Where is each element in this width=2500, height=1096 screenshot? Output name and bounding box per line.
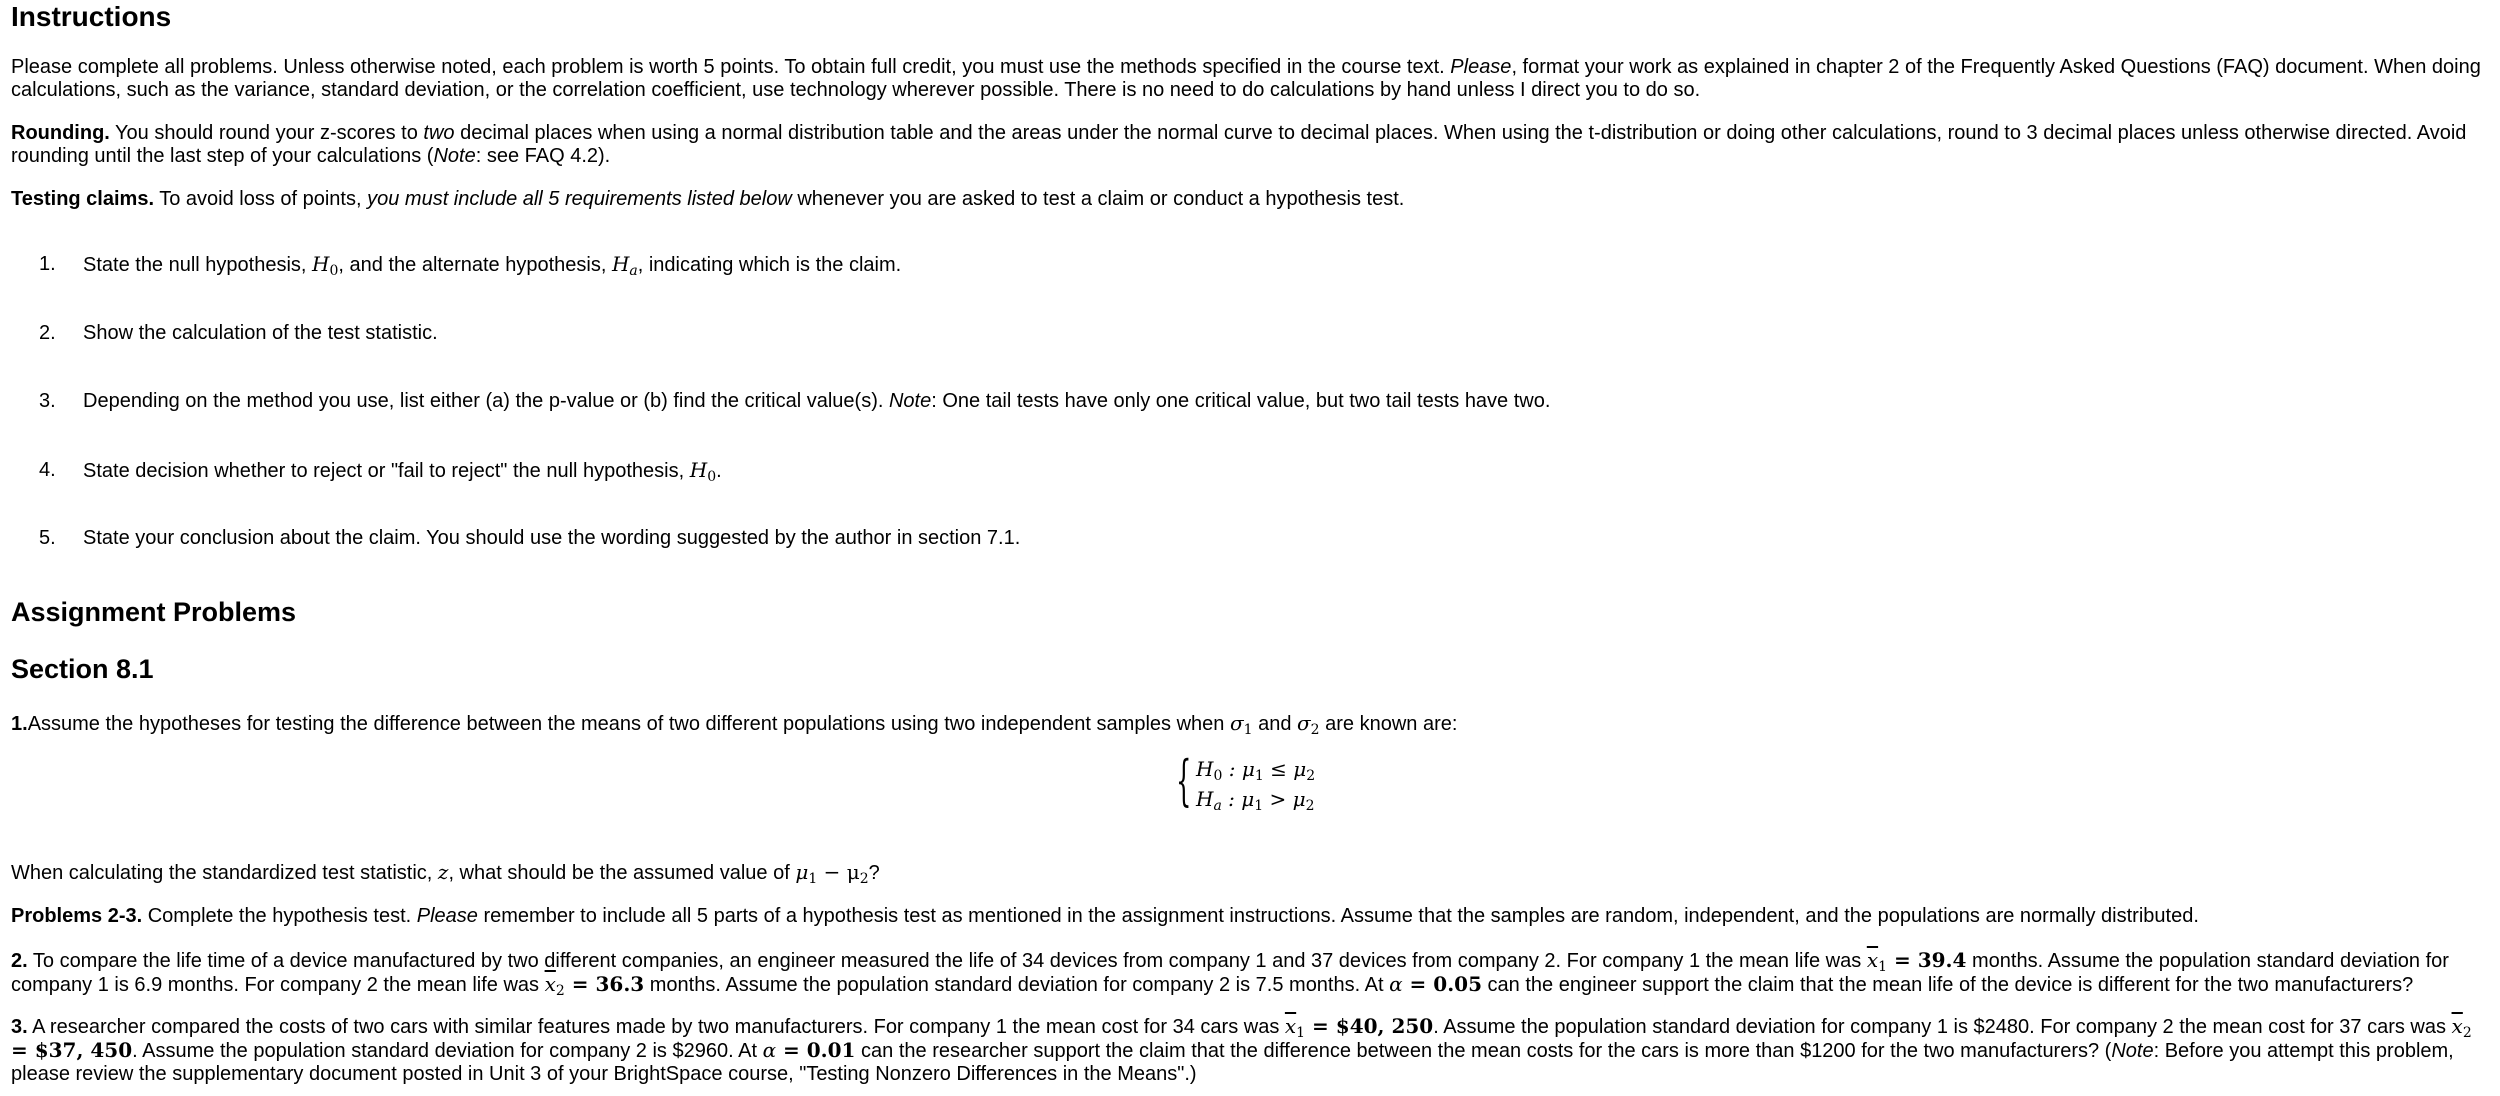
rounding-text-2: decimal places when using a normal distribution table and the areas under the normal curve to decimal places. When using the t-distribution or doing other calculations, round to 3 decimal places unless otherwise directed. Avoid rounding until the last step of your calculations ( [11, 122, 2467, 167]
math-h: H [1196, 787, 1214, 811]
math-mu: μ [795, 860, 809, 884]
rounding-two: two [423, 122, 455, 144]
problem-1-text-1: Assume the hypotheses for testing the difference between the means of two different populations using two independent samples when [27, 713, 1230, 735]
math-xbar: $\overline{x}$ [1284, 1014, 1297, 1038]
intro-paragraph [11, 56, 2489, 102]
problem-3-text-2: . Assume the population standard deviation for company 1 is $2480. For company 2 the mean cost for 37 cars was [1433, 1016, 2452, 1038]
testing-paragraph [11, 188, 2489, 211]
list-item [0, 459, 2500, 483]
math-sub: 1 [1296, 1025, 1306, 1041]
math-sub: 2 [555, 983, 565, 999]
problem-3-text-5: : Before you attempt this problem, please review the supplementary document posted in Unit 3 of your BrightSpace course, "Testing Nonzero Differences in the Means".) [11, 1040, 2454, 1085]
rounding-text-3: : see FAQ 4.2). [475, 145, 611, 167]
problem-3-note: Note [2111, 1040, 2154, 1062]
intro-please: Please [1450, 56, 1512, 78]
list-item [0, 390, 2500, 414]
math-z: z [437, 860, 449, 884]
math-h: H [1196, 757, 1214, 781]
math-sub: a [629, 263, 638, 279]
problem-1-text-2: are known are: [1319, 713, 1458, 735]
req1-pre: State the null hypothesis, [83, 254, 313, 276]
question-text-2: , what should be the assumed value of [448, 862, 796, 884]
math-value: = 0.05 [1402, 972, 1482, 996]
math-h: H [689, 458, 708, 482]
assignment-heading: Assignment Problems [11, 597, 297, 627]
problem-3-label: 3. [11, 1016, 28, 1038]
rounding-paragraph [11, 122, 2489, 168]
math-xbar: $\overline{x}$ [1866, 948, 1879, 972]
problem-2-text-2: months. Assume the population standard deviation for company 1 is 6.9 months. For company 2 the mean life was [11, 950, 2449, 996]
problem-3-text-3: . Assume the population standard deviation for company 2 is $2960. At [132, 1040, 763, 1062]
problem-2-text-3: months. Assume the population standard deviation for company 2 is 7.5 months. At [644, 974, 1390, 996]
section-heading: Section 8.1 [11, 654, 154, 684]
problem-3-statement [11, 1015, 2489, 1086]
math-xbar: $\overline{x}$ [2451, 1014, 2463, 1038]
list-item-number: 4. [39, 459, 56, 481]
question-text-3: ? [868, 862, 880, 884]
problem-2-statement [11, 949, 2489, 997]
list-item [0, 253, 2500, 277]
list-item-number: 1. [39, 253, 56, 275]
math-sub: 2 [1310, 722, 1320, 738]
testing-emphasis: you must include all 5 requirements listed below [367, 188, 792, 210]
math-sub: 2 [859, 871, 869, 887]
problems-2-3-instructions [11, 905, 2489, 928]
testing-text-2: whenever you are asked to test a claim or conduct a hypothesis test. [791, 188, 1405, 210]
list-item-text: Show the calculation of the test statistic. [83, 322, 438, 344]
math-sub: 0 [707, 469, 717, 485]
math-sub: 0 [1213, 768, 1223, 784]
hypotheses-cases [1176, 749, 1376, 820]
math-sigma: σ [1297, 711, 1311, 735]
rounding-label: Rounding. [11, 122, 110, 144]
math-value: = 0.01 [776, 1038, 856, 1062]
problems-2-3-please: Please [416, 905, 478, 927]
list-item [0, 322, 2500, 346]
problems-2-3-text-1: Complete the hypothesis test. [142, 905, 417, 927]
req3-post: : One tail tests have only one critical value, but two tail tests have two. [931, 390, 1551, 412]
req1-mid: , and the alternate hypothesis, [338, 254, 612, 276]
math-h: H [312, 252, 330, 276]
math-value: = $37, 450 [11, 1038, 133, 1062]
math-sub: 2 [2462, 1025, 2472, 1041]
list-item-text [83, 459, 2463, 483]
list-item-number: 2. [39, 322, 56, 344]
math-rel: ≤ μ [1263, 757, 1307, 781]
alternate-hypothesis [1196, 787, 1315, 814]
math-rel: > μ [1263, 787, 1306, 811]
req1-post: , indicating which is the claim. [637, 254, 902, 276]
list-item-text: State your conclusion about the claim. You should use the wording suggested by the author in section 7.1. [83, 527, 1021, 549]
problem-3-text-1: A researcher compared the costs of two cars with similar features made by two manufacturers. For company 1 the mean cost for 34 cars was [27, 1016, 1285, 1038]
problem-1-question [11, 861, 2489, 885]
question-text-1: When calculating the standardized test statistic, [11, 862, 438, 884]
math-sub: 0 [329, 263, 339, 279]
problem-2-text-4: can the engineer support the claim that the mean life of the device is different for the two manufacturers? [1482, 974, 2414, 996]
list-item-text [83, 390, 2463, 413]
math-h: H [611, 252, 630, 276]
problem-2-text-1: To compare the life time of a device manufactured by two different companies, an engineer measured the life of 34 devices from company 1 and 37 devices from company 2. For company 1 the mean life was [27, 950, 1867, 972]
problem-1-label: 1. [11, 713, 28, 735]
req4-pre: State decision whether to reject or "fail to reject" the null hypothesis, [83, 460, 690, 482]
testing-label: Testing claims. [11, 188, 155, 210]
rounding-note: Note [433, 145, 476, 167]
math-minus: − μ [817, 860, 860, 884]
math-value: = 39.4 [1887, 948, 1967, 972]
null-hypothesis [1196, 757, 1316, 784]
math-sub: 1 [1878, 959, 1888, 975]
list-item [0, 527, 2500, 551]
problem-1-and: and [1252, 713, 1297, 735]
req3-note: Note [888, 390, 932, 412]
math-sub: 2 [1306, 768, 1316, 784]
list-item-text [83, 253, 2463, 277]
math-sub: 2 [1305, 798, 1315, 814]
intro-text-1: Please complete all problems. Unless otherwise noted, each problem is worth 5 points. To obtain full credit, you must use the methods specified in the course text. [11, 56, 1451, 78]
math-value: = $40, 250 [1305, 1014, 1434, 1038]
instructions-heading: Instructions [11, 1, 172, 32]
problems-2-3-text-2: remember to include all 5 parts of a hypothesis test as mentioned in the assignment instructions. Assume that the samples are random, independent, and the populations are normally distributed. [477, 905, 2199, 927]
req3-pre: Depending on the method you use, list either (a) the p-value or (b) find the critical value(s). [83, 390, 889, 412]
math-sub: 1 [1254, 798, 1264, 814]
math-sub: 1 [1254, 768, 1264, 784]
problem-3-text-4: can the researcher support the claim that the difference between the mean costs for the cars is more than $1200 for the two manufacturers? ( [855, 1040, 2112, 1062]
testing-text-1: To avoid loss of points, [154, 188, 368, 210]
math-alpha: α [1389, 972, 1403, 996]
list-item-number: 3. [39, 390, 56, 412]
req4-post: . [716, 460, 722, 482]
math-rel: : μ [1222, 757, 1255, 781]
math-sub: a [1213, 798, 1222, 814]
intro-text-2: , format your work as explained in chapter 2 of the Frequently Asked Questions (FAQ) document. When doing calculations, such as the variance, standard deviation, or the correlation coefficient, use technology wherever possible. There is no need to do calculations by hand unless I direct you to do so. [11, 56, 2481, 101]
problem-2-label: 2. [11, 950, 28, 972]
math-rel: : μ [1221, 787, 1255, 811]
math-xbar: $\overline{x}$ [544, 972, 556, 996]
left-brace-icon: { [1176, 749, 1192, 812]
rounding-text-1: You should round your z-scores to [109, 122, 424, 144]
math-sub: 1 [1243, 722, 1253, 738]
problem-1-statement [11, 712, 2489, 736]
list-item-number: 5. [39, 527, 56, 549]
math-alpha: α [762, 1038, 777, 1062]
math-sub: 1 [808, 871, 818, 887]
math-sigma: σ [1229, 711, 1244, 735]
math-value: = 36.3 [564, 972, 645, 996]
problems-2-3-label: Problems 2-3. [11, 905, 143, 927]
